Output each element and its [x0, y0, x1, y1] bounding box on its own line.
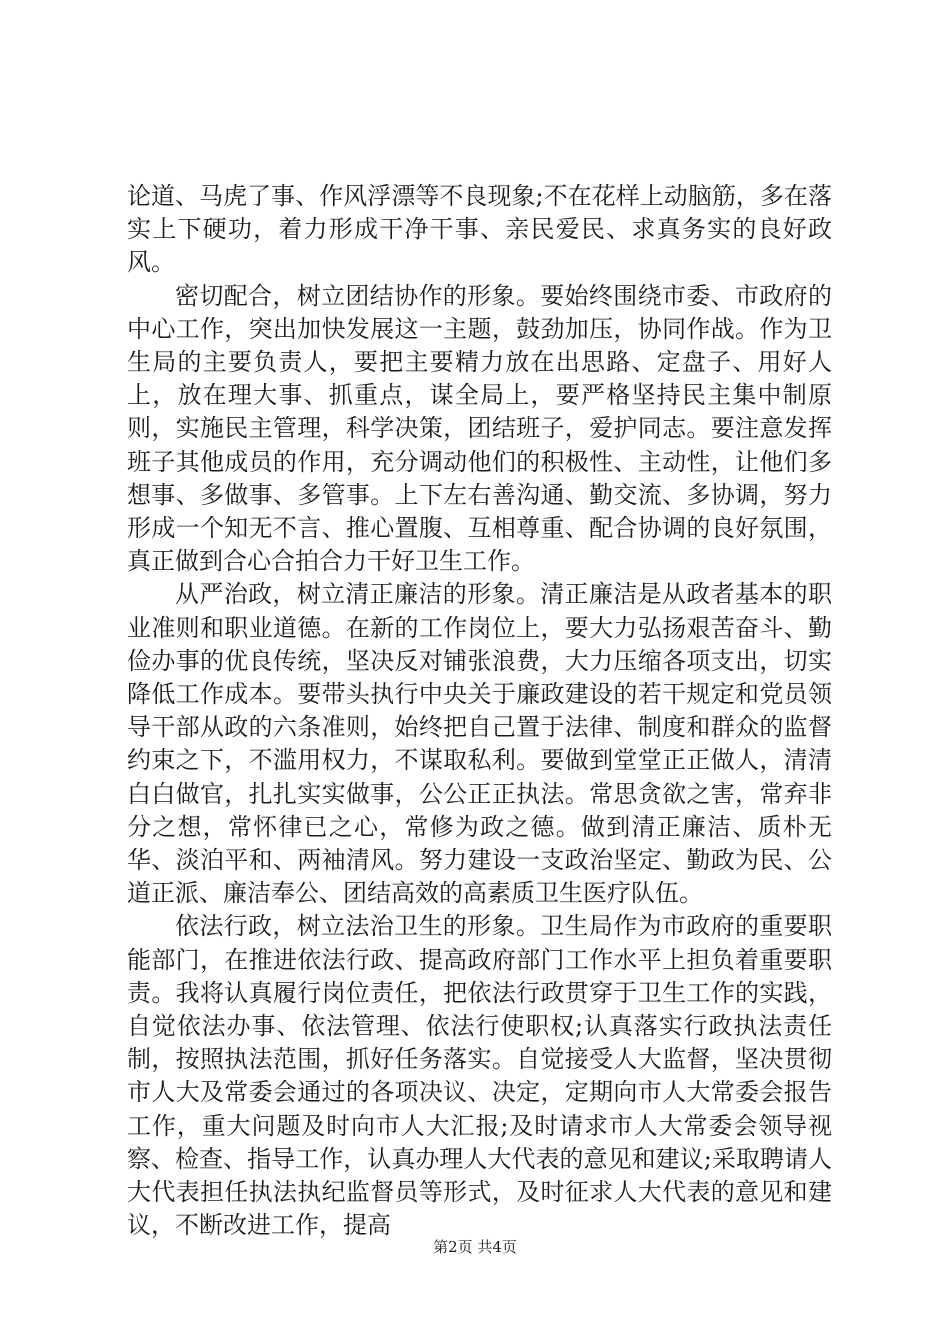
- paragraph-cooperation: 密切配合，树立团结协作的形象。要始终围绕市委、市政府的中心工作，突出加快发展这一主题，鼓劲加压，协同作战。作为卫生局的主要负责人，要把主要精力放在出思路、定盘子、用好人上，放在理大事、抓重点，谋全局上，要严格坚持民主集中制原则，实施民主管理，科学决策，团结班子，爱护同志。要注意发挥班子其他成员的作用，充分调动他们的积极性、主动性，让他们多想事、多做事、多管事。上下左右善沟通、勤交流、多协调，努力形成一个知无不言、推心置腹、互相尊重、配合协调的良好氛围，真正做到合心合拍合力干好卫生工作。: [127, 281, 832, 576]
- page-footer: 第2页 共4页: [433, 1238, 517, 1256]
- document-body: [127, 180, 832, 1243]
- paragraph-rule-of-law: 依法行政，树立法治卫生的形象。卫生局作为市政府的重要职能部门，在推进依法行政、提高政府部门工作水平上担负着重要职责。我将认真履行岗位责任，把依法行政贯穿于卫生工作的实践，自觉依法办事、依法管理、依法行使职权;认真落实行政执法责任制，按照执法范围，抓好任务落实。自觉接受人大监督，坚决贯彻市人大及常委会通过的各项决议、决定，定期向市人大常委会报告工作，重大问题及时向市人大汇报;及时请求市人大常委会领导视察、检查、指导工作，认真办理人大代表的意见和建议;采取聘请人大代表担任执法执纪监督员等形式，及时征求人大代表的意见和建议，不断改进工作，提高: [127, 912, 832, 1240]
- paragraph-integrity: 从严治政，树立清正廉洁的形象。清正廉洁是从政者基本的职业准则和职业道德。在新的工作岗位上，要大力弘扬艰苦奋斗、勤俭办事的优良传统，坚决反对铺张浪费，大力压缩各项支出，切实降低工作成本。要带头执行中央关于廉政建设的若干规定和党员领导干部从政的六条准则，始终把自己置于法律、制度和群众的监督约束之下，不滥用权力，不谋取私利。要做到堂堂正正做人，清清白白做官，扎扎实实做事，公公正正执法。常思贪欲之害，常弃非分之想，常怀律已之心，常修为政之德。做到清正廉洁、质朴无华、淡泊平和、两袖清风。努力建设一支政治坚定、勤政为民、公道正派、廉洁奉公、团结高效的高素质卫生医疗队伍。: [127, 580, 832, 908]
- paragraph-continuation: 论道、马虎了事、作风浮漂等不良现象;不在花样上动脑筋，多在落实上下硬功，着力形成干净干事、亲民爱民、求真务实的良好政风。: [127, 182, 832, 277]
